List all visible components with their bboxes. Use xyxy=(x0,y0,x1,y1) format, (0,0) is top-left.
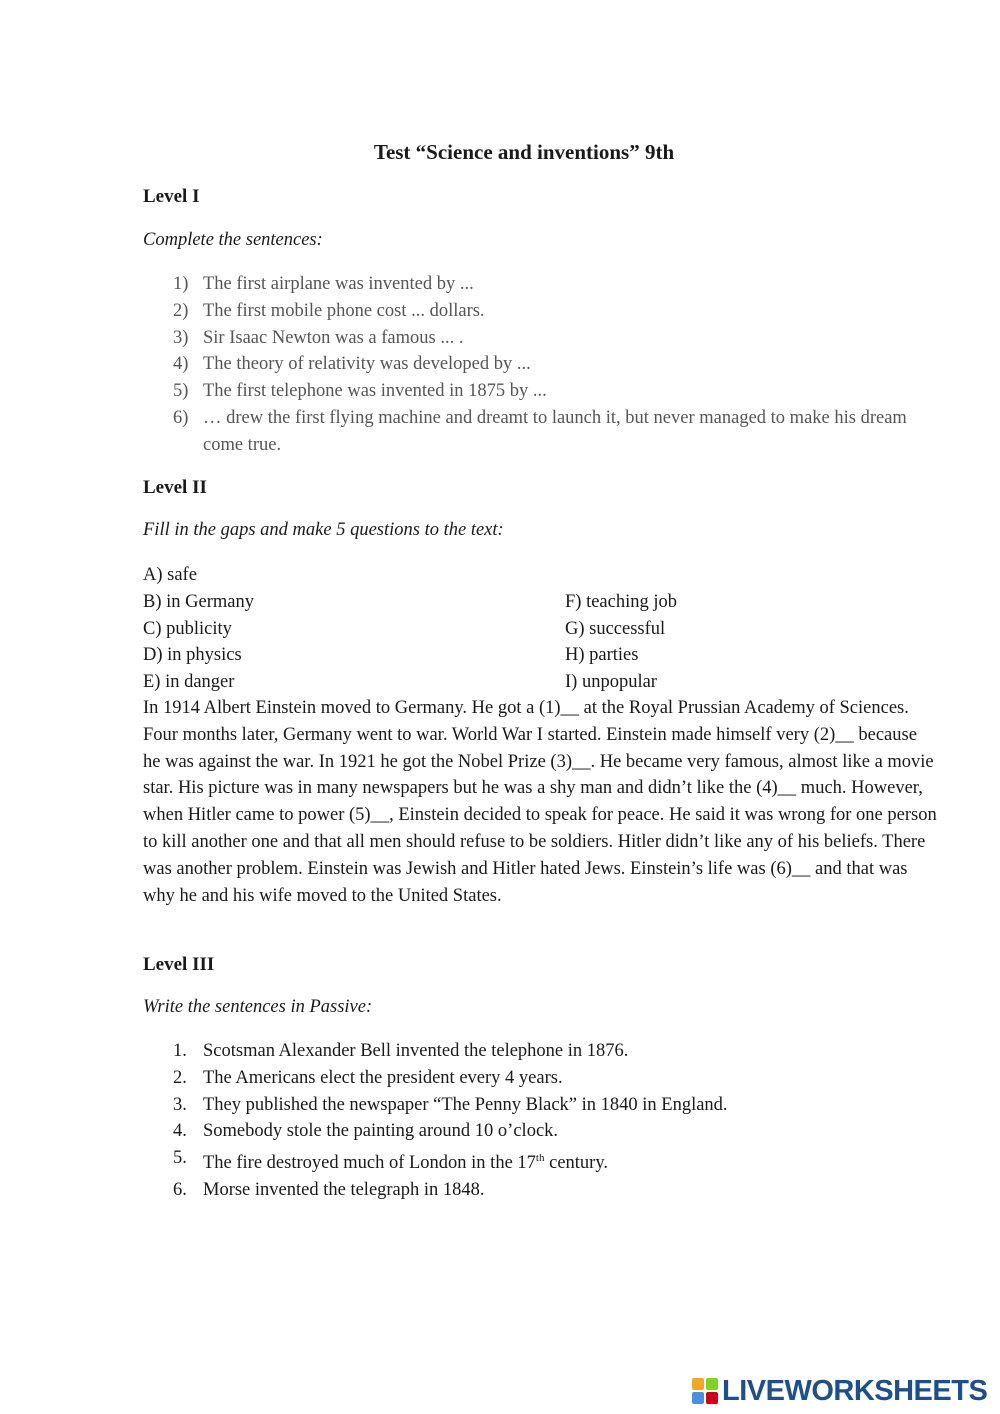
item-text: Morse invented the telegraph in 1848. xyxy=(203,1180,485,1201)
item-number: 1) xyxy=(173,274,189,294)
item-number: 3. xyxy=(173,1094,187,1115)
item-text: The first airplane was invented by ... xyxy=(203,274,474,294)
item-number: 2. xyxy=(173,1067,187,1088)
option-e: E) in danger xyxy=(143,672,235,693)
level-2-heading: Level II xyxy=(143,477,207,498)
item-number: 6. xyxy=(173,1180,187,1201)
item-text: The first mobile phone cost ... dollars. xyxy=(203,300,485,321)
logo-square xyxy=(706,1392,718,1404)
option-g: G) successful xyxy=(565,618,666,639)
option-b: B) in Germany xyxy=(143,591,254,612)
logo-square xyxy=(692,1392,704,1404)
item-number: 6) xyxy=(173,407,189,428)
item-text-end: century. xyxy=(544,1153,609,1174)
item-text: Scotsman Alexander Bell invented the telephone in 1876. xyxy=(203,1041,629,1061)
level-3-heading: Level III xyxy=(143,954,215,975)
item-text xyxy=(203,1153,608,1173)
item-text: The theory of relativity was developed by ... xyxy=(203,354,531,375)
einstein-text: In 1914 Albert Einstein moved to Germany. He got a (1)__ at the Royal Prussian Academy of Sciences. Four months later, Germany went to war. World War I started. Einstein made himself very (2)__ because he was against the war. In 1921 he got the Nobel Prize (3)__. He became very famous, almost like a movie star. His picture was in many newspapers but he was a shy man and didn’t like the (4)__ much. However, when Hitler came to power (5)__, Einstein decided to speak for peace. He said it was wrong for one person to kill another one and that all men should refuse to be soldiers. Hitler didn’t like any of his beliefs. There was another problem. Einstein was Jewish and Hitler hated Jews. Einstein’s life was (6)__ and that was why he and his wife moved to the United States. xyxy=(143,698,937,906)
level-2-instruction: Fill in the gaps and make 5 questions to the text: xyxy=(143,520,504,540)
list-item xyxy=(143,325,933,352)
item-number: 1. xyxy=(173,1041,187,1061)
list-item xyxy=(143,1092,933,1119)
item-text-main: The fire destroyed much of London in the 17 xyxy=(203,1153,536,1174)
option-d: D) in physics xyxy=(143,645,242,666)
item-number: 2) xyxy=(173,300,189,321)
superscript: th xyxy=(535,1152,545,1165)
option-h: H) parties xyxy=(565,645,639,666)
item-number: 3) xyxy=(173,327,189,348)
level-1-heading: Level I xyxy=(143,186,200,207)
item-number: 5. xyxy=(173,1148,187,1169)
list-item xyxy=(143,1145,933,1177)
list-item xyxy=(143,1038,933,1065)
list-item xyxy=(143,271,933,298)
logo-square xyxy=(692,1378,704,1390)
level-3-list xyxy=(143,1038,933,1204)
list-item xyxy=(143,1065,933,1092)
item-text: Sir Isaac Newton was a famous ... . xyxy=(203,327,464,348)
page-title: Test “Science and inventions” 9th xyxy=(373,140,675,164)
list-item xyxy=(143,1177,933,1204)
item-text: … drew the first flying machine and dreamt to launch it, but never managed to make his dream come true. xyxy=(203,407,907,455)
list-item xyxy=(143,298,933,325)
level-1-list xyxy=(143,271,933,459)
logo-icon xyxy=(692,1378,718,1404)
item-number: 4. xyxy=(173,1121,187,1142)
item-text: The first telephone was invented in 1875 by ... xyxy=(203,381,547,402)
item-number: 5) xyxy=(173,381,189,402)
item-number: 4) xyxy=(173,354,189,375)
liveworksheets-logo xyxy=(692,1374,987,1408)
item-text: They published the newspaper “The Penny Black” in 1840 in England. xyxy=(203,1094,728,1115)
level-3-instruction: Write the sentences in Passive: xyxy=(143,997,373,1017)
level-1-instruction: Complete the sentences: xyxy=(143,230,323,250)
list-item xyxy=(143,351,933,378)
list-item xyxy=(143,405,933,459)
item-text: Somebody stole the painting around 10 o’clock. xyxy=(203,1121,559,1142)
list-item xyxy=(143,1118,933,1145)
option-i: I) unpopular xyxy=(565,672,657,693)
word-options xyxy=(143,562,933,696)
option-a: A) safe xyxy=(143,565,197,585)
logo-text: LIVEWORKSHEETS xyxy=(722,1374,988,1407)
option-c: C) publicity xyxy=(143,618,232,639)
list-item xyxy=(143,378,933,405)
item-text: The Americans elect the president every 4 years. xyxy=(203,1067,563,1088)
option-f: F) teaching job xyxy=(565,591,678,612)
logo-square xyxy=(706,1378,718,1390)
